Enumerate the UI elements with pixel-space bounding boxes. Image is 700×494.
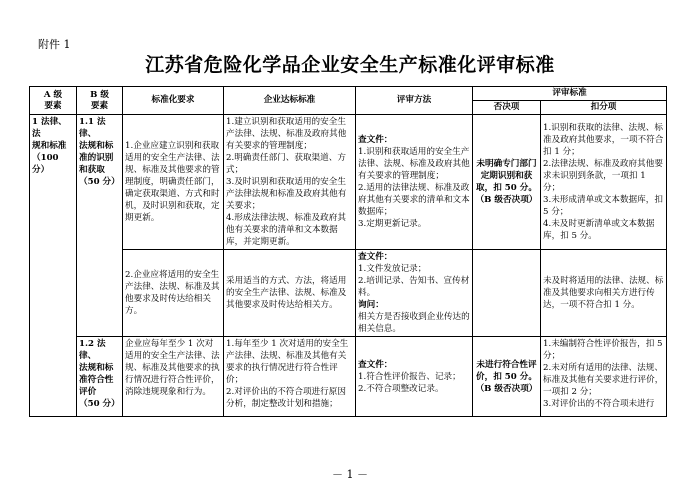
document-title: 江苏省危险化学品企业安全生产标准化评审标准 xyxy=(145,54,555,76)
row1-requirement: 1.企业应建立识别和获取适用的安全生产法律、法规、标准及其他要求的管理制度，明确责任部门，确定获取渠道、方式和时机，及时识别和获取，定期更新。 xyxy=(123,115,224,250)
row3-method-text: 1.符合性评价报告、记录； 2.不符合项整改记录。 xyxy=(358,371,461,394)
row3-deduction: 1.未编制符合性评价报告，扣 5 分； 2.未对所有适用的法律、法规、标准及其他有关要求进行评价，一项扣 2 分； 3.对评价出的不符合项未进行 xyxy=(541,337,667,417)
a-element-cell: 1 法律、法 规和标准 （100 分） xyxy=(30,115,77,417)
row1-method xyxy=(356,115,473,250)
header-compliance: 企业达标标准 xyxy=(224,87,356,115)
header-review-standard: 评审标准 xyxy=(473,87,667,101)
row1-method-title: 查文件： xyxy=(358,135,393,145)
row3-compliance: 1.每年至少 1 次对适用的安全生产法律、法规、标准及其他有关要求的执行情况进行符合性评价； 2.对评价出的不符合项进行原因分析，制定整改计划和措施； xyxy=(224,337,356,417)
attachment-label: 附件 1 xyxy=(38,38,71,51)
row1-method-text: 1.识别和获取适用的安全生产法律、法规、标准及政府其他有关要求的管理制度； 2.适用的法律法规、标准及政府其他有关要求的清单和文本数据库； 3.定期更新记录。 xyxy=(358,147,470,229)
table-row xyxy=(30,115,667,250)
row2-deduction: 未及时将适用的法律、法规、标准及其他要求向相关方进行传达，一项不符合扣 1 分。 xyxy=(541,250,667,337)
header-a-level: A 级 要素 xyxy=(30,87,77,115)
standard-table xyxy=(29,86,667,417)
row2-veto xyxy=(473,250,541,337)
row2-method-title2: 询问： xyxy=(358,300,384,310)
row3-veto: 未进行符合性评价，扣 50 分。 （B 级否决项） xyxy=(473,337,541,417)
row1-compliance: 1.建立识别和获取适用的安全生产法律、法规、标准及政府其他有关要求的管理制度； 2.明确责任部门、获取渠道、方式； 3.及时识别和获取适用的安全生产法律法规和标准及政府其他有关要求； 4.形成法律法规、标准及政府其他有关要求的清单和文本数据库，并定期更新。 xyxy=(224,115,356,250)
header-method: 评审方法 xyxy=(356,87,473,115)
row2-method-title1: 查文件： xyxy=(358,252,393,262)
table-row xyxy=(30,337,667,417)
row2-compliance: 采用适当的方式、方法，将适用的安全生产法律、法规、标准及其他要求及时传达给相关方。 xyxy=(224,250,356,337)
page-number: － 1 － xyxy=(332,468,368,481)
row3-requirement: 企业应每年至少 1 次对适用的安全生产法律、法规、标准及其他要求的执行情况进行符合性评价，消除违规现象和行为。 xyxy=(123,337,224,417)
row3-method-title: 查文件： xyxy=(358,359,393,370)
row2-requirement: 2.企业应将适用的安全生产法律、法规、标准及其他要求及时传达给相关方。 xyxy=(123,250,224,337)
header-b-level: B 级 要素 xyxy=(77,87,123,115)
b-element-1-2: 1.2 法律、 法规和标 准符合性 评价 （50 分） xyxy=(77,337,123,417)
header-deduction: 扣分项 xyxy=(541,101,667,115)
header-veto: 否决项 xyxy=(473,101,541,115)
row1-veto: 未明确专门部门定期识别和获取，扣 50 分。 （B 级否决项） xyxy=(473,115,541,250)
row1-deduction: 1.识别和获取的法律、法规、标准及政府其他要求，一项不符合扣 1 分； 2.法律法规、标准及政府其他要求未识别到条款，一项扣 1 分； 3.未形成清单或文本数据库，扣 5 分； 4.未及时更新清单或文本数据库，扣 5 分。 xyxy=(541,115,667,250)
row2-method-text2: 相关方是否接收到企业传达的相关信息。 xyxy=(358,312,470,334)
table-row xyxy=(30,250,667,337)
b-element-1-1: 1.1 法律、 法规和标 准的识别 和获取 （50 分） xyxy=(77,115,123,337)
row2-method-text1: 1.文件发放记录； 2.培训记录、告知书、宣传材料。 xyxy=(358,264,470,298)
row3-method xyxy=(356,337,473,417)
row2-method xyxy=(356,250,473,337)
header-requirement: 标准化要求 xyxy=(123,87,224,115)
